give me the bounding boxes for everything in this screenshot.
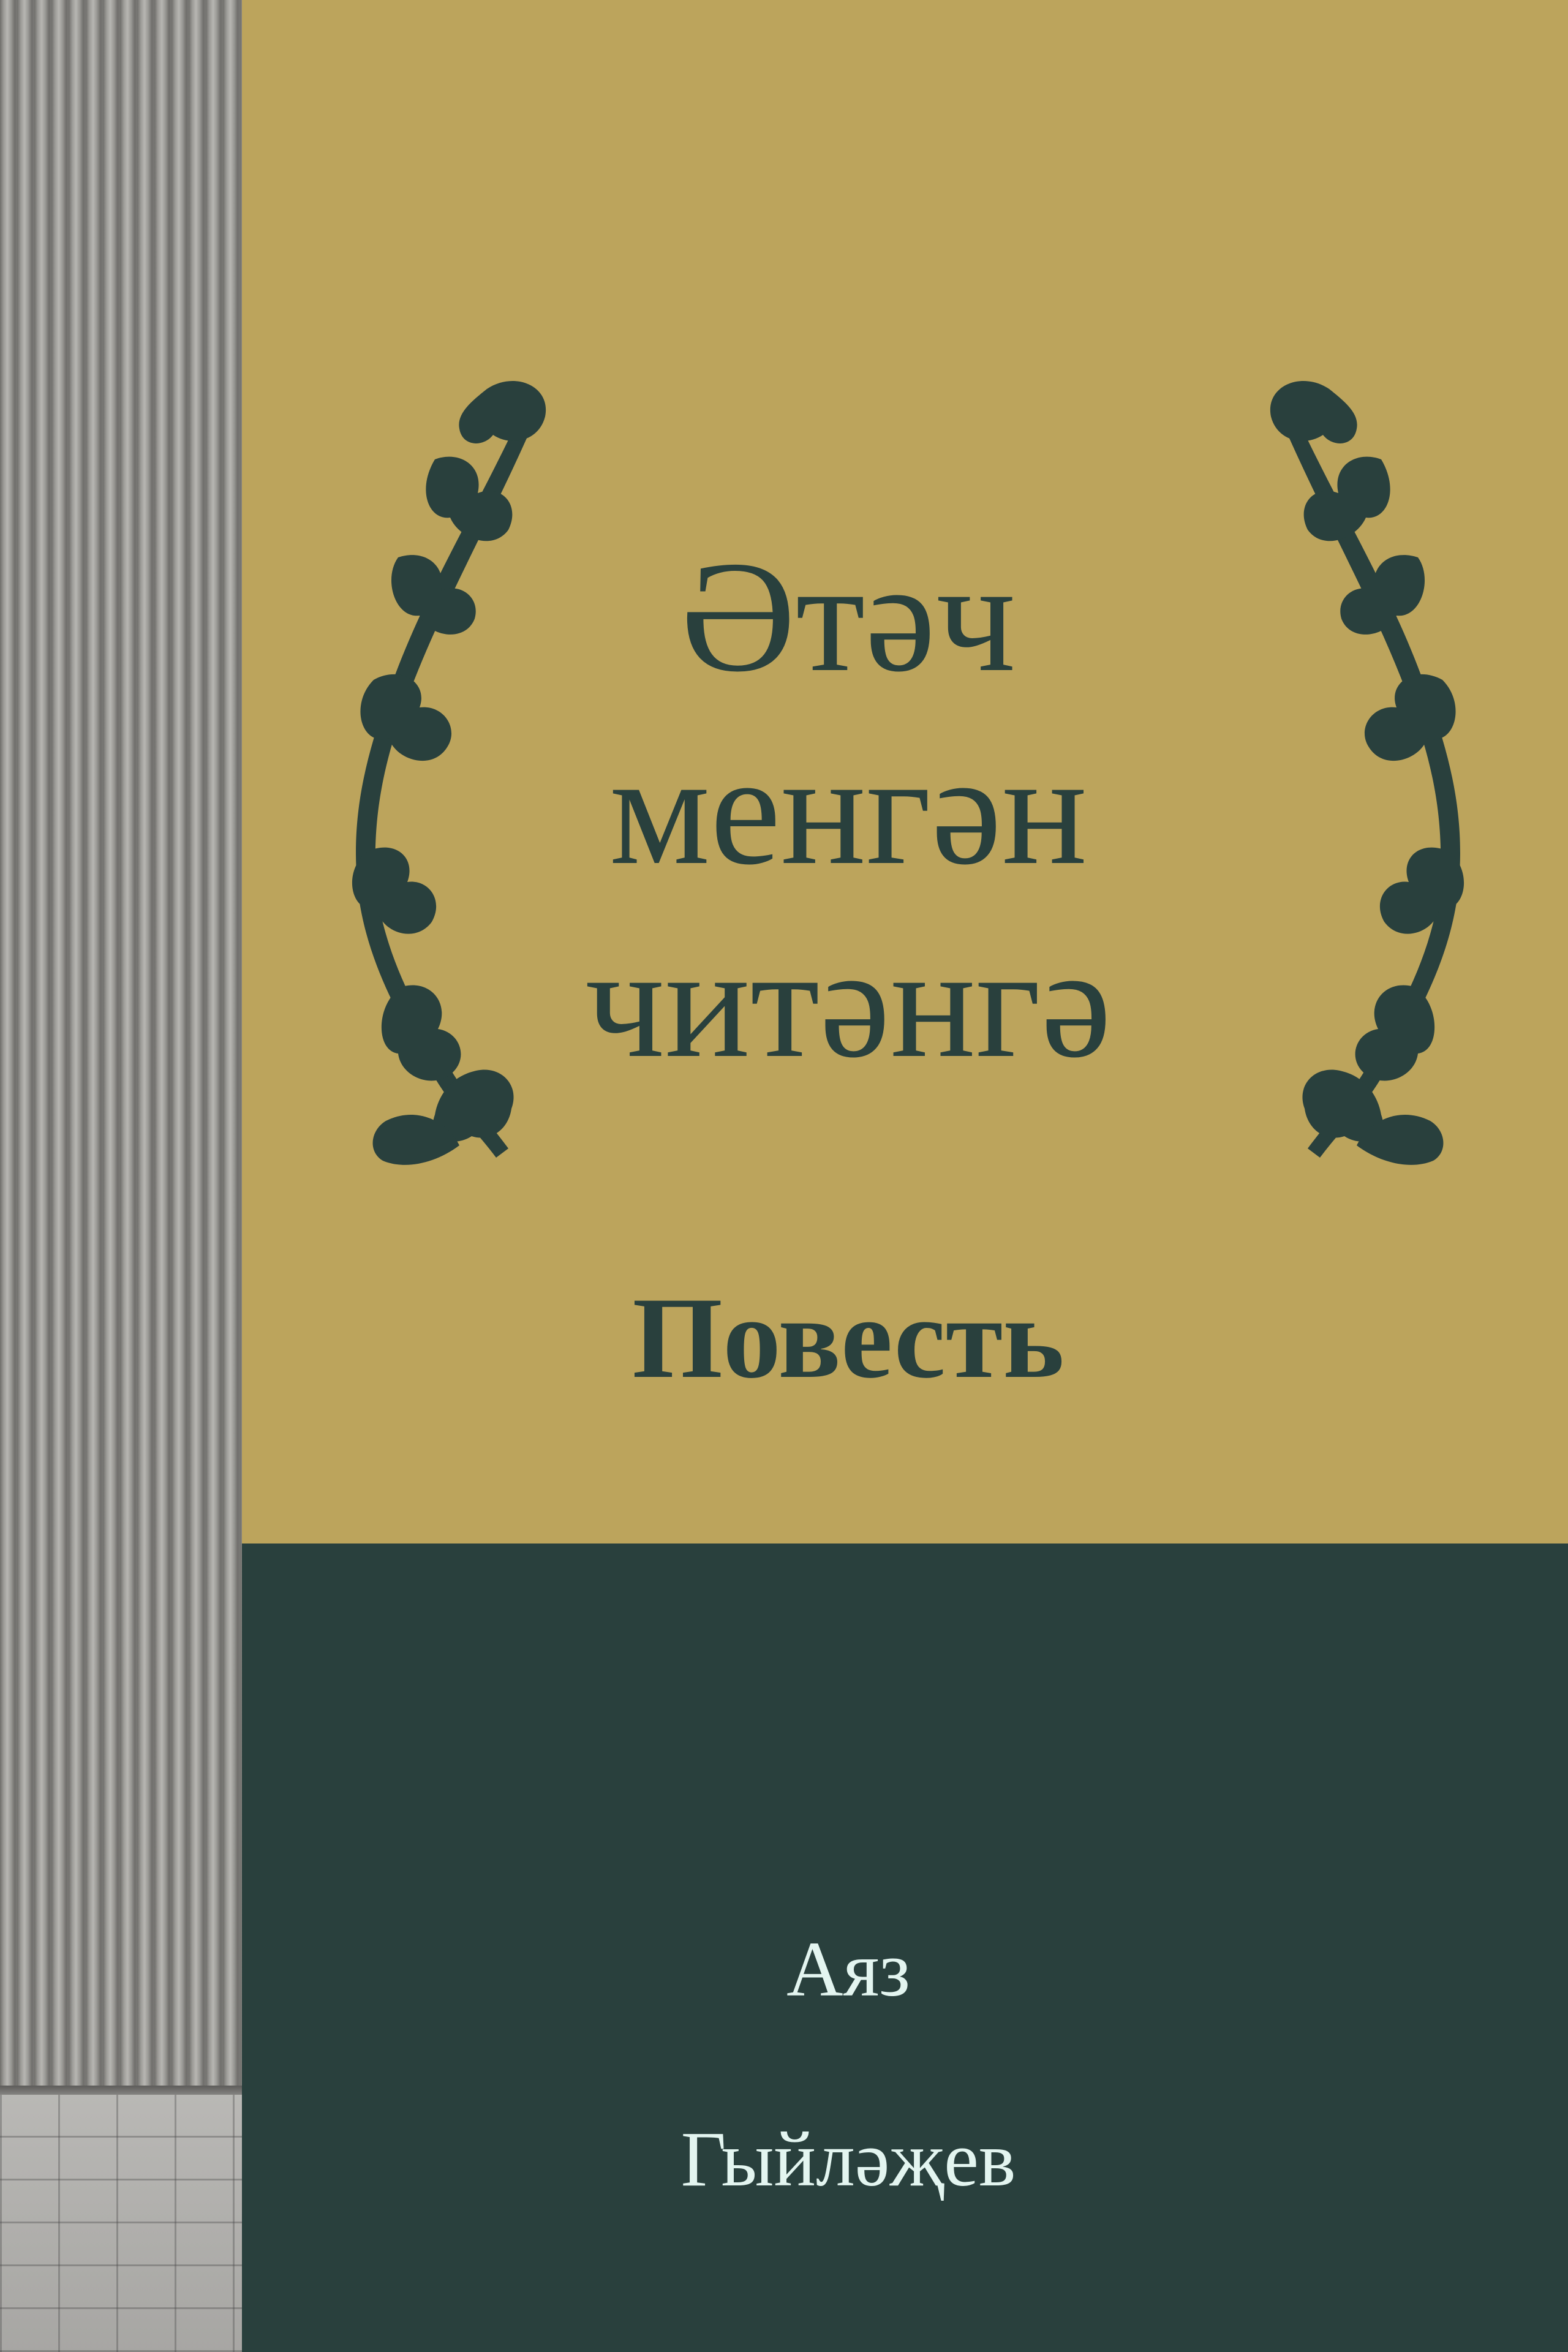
striped-wall-background <box>0 0 242 2095</box>
title-line-2: менгән <box>609 722 1088 898</box>
author-first-name: Аяз <box>786 1926 910 2013</box>
book-genre: Повесть <box>632 1274 1065 1403</box>
title-line-1: Әтәч <box>680 529 1016 705</box>
title-line-3: читәнгә <box>584 914 1112 1091</box>
book-cover <box>242 0 1568 2352</box>
pavement-background <box>0 2095 242 2352</box>
book-title <box>426 521 1271 1099</box>
laurel-right-icon <box>1253 374 1540 1200</box>
book-author <box>426 1874 1271 2254</box>
author-last-name: Гыйләҗев <box>680 2116 1016 2203</box>
